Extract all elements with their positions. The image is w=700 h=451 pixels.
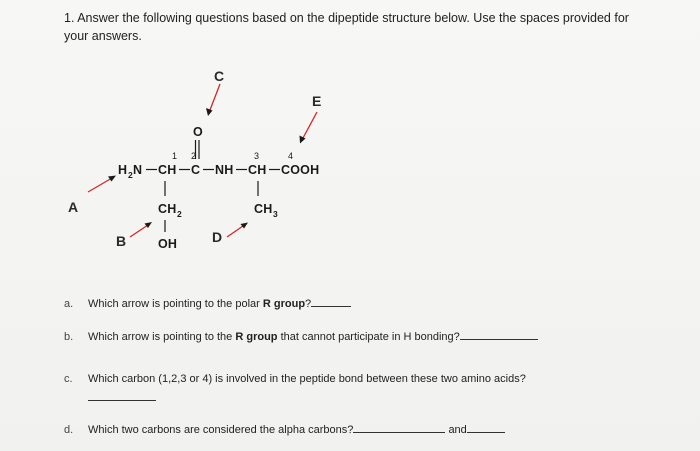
atom-ch-carbon-1: CH <box>158 163 177 177</box>
subquestion-d <box>64 422 505 436</box>
arrow-b-line <box>130 225 148 237</box>
subquestion-b <box>64 329 538 343</box>
subquestion-d-text: Which two carbons are considered the alpha carbons? <box>88 424 354 436</box>
arrow-d-line <box>227 226 243 237</box>
arrow-a-head <box>108 176 116 182</box>
subquestion-d-and: and <box>448 424 467 436</box>
carbon-number-2: 2 <box>191 151 197 161</box>
atom-h2n-subscript: 2 <box>128 170 133 180</box>
label-a: A <box>68 199 79 215</box>
subquestion-d-answer-blank-2[interactable] <box>467 422 505 433</box>
subquestion-c-text: Which carbon (1,2,3 or 4) is involved in the peptide bond between these two amino acids? <box>88 373 526 385</box>
subquestion-c-letter: c. <box>64 373 73 385</box>
subquestion-c-answer-blank[interactable] <box>88 390 156 401</box>
arrow-c-line <box>210 84 220 110</box>
atom-ch3-subscript: 3 <box>273 209 278 219</box>
atom-h2n-n: N <box>133 163 143 177</box>
subquestion-a-text-after: ? <box>305 298 312 310</box>
subquestion-b-answer-blank[interactable] <box>460 329 538 340</box>
atom-cooh: COOH <box>281 163 320 177</box>
arrow-c-head <box>206 108 213 116</box>
subquestion-b-bold: R group <box>235 331 278 343</box>
subquestion-b-text-before: Which arrow is pointing to the <box>88 331 236 343</box>
label-d: D <box>212 229 223 245</box>
carbon-number-1: 1 <box>172 151 178 161</box>
arrow-e-head <box>300 136 306 144</box>
subquestion-a-answer-blank[interactable] <box>311 296 351 307</box>
atom-oh: OH <box>158 237 178 251</box>
atom-ch2: CH <box>158 202 177 216</box>
arrow-a-line <box>88 178 112 192</box>
atom-c-carbon-2: C <box>191 163 201 177</box>
subquestion-a-letter: a. <box>64 298 74 310</box>
subquestion-d-answer-blank-1[interactable] <box>353 422 445 433</box>
label-e: E <box>312 93 322 109</box>
subquestion-a-bold: R group <box>262 298 306 310</box>
carbon-number-4: 4 <box>288 151 294 161</box>
arrow-e-line <box>303 112 317 138</box>
label-c: C <box>214 68 225 84</box>
question-line-1: 1. Answer the following questions based on the dipeptide structure below. Use the spaces provided for <box>64 11 629 25</box>
subquestion-b-text-after: that cannot participate in H bonding? <box>277 331 460 343</box>
subquestion-d-letter: d. <box>64 424 74 436</box>
subquestion-b-letter: b. <box>64 331 74 343</box>
subquestion-a-text-before: Which arrow is pointing to the polar <box>88 298 263 310</box>
question-line-2: your answers. <box>64 29 142 43</box>
carbon-number-3: 3 <box>254 151 260 161</box>
atom-ch-carbon-3: CH <box>248 163 267 177</box>
atom-h2n-h: H <box>118 163 128 177</box>
atom-nh: NH <box>215 163 234 177</box>
subquestion-a <box>64 296 351 310</box>
atom-carbonyl-o: O <box>193 125 203 139</box>
atom-ch3: CH <box>254 202 273 216</box>
label-b: B <box>116 233 127 249</box>
atom-ch2-subscript: 2 <box>177 209 182 219</box>
subquestion-c <box>64 373 526 385</box>
